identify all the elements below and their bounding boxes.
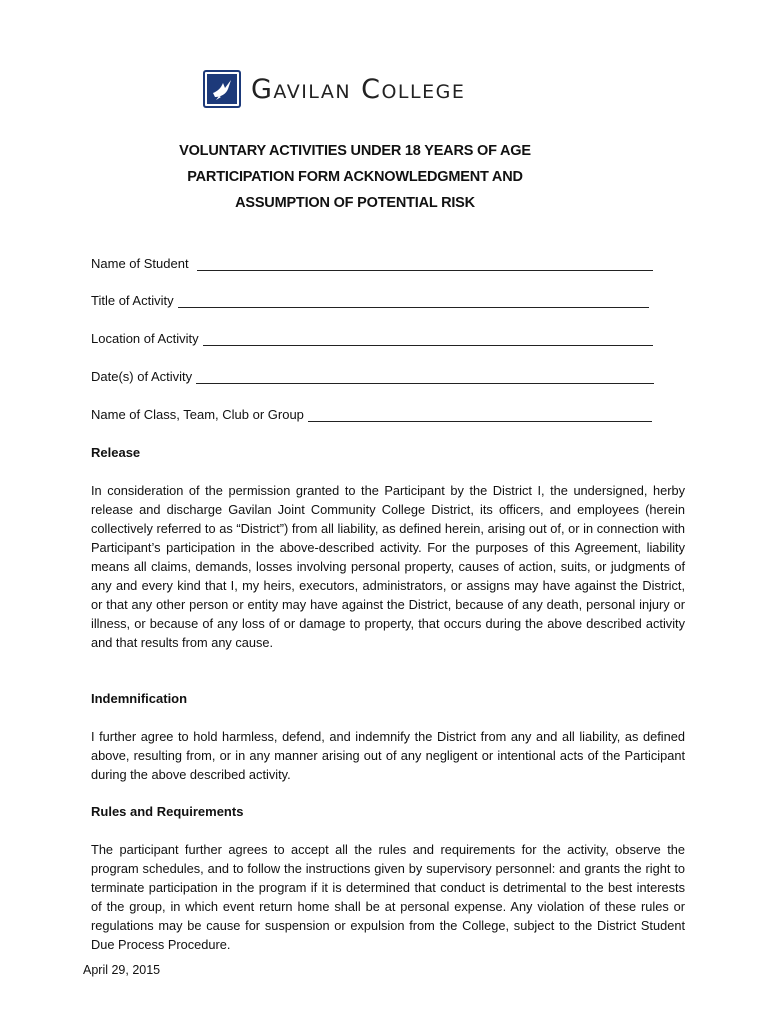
activity-dates-label: Date(s) of Activity <box>91 369 193 384</box>
footer-date: April 29, 2015 <box>83 963 161 977</box>
group-name-label: Name of Class, Team, Club or Group <box>91 407 304 422</box>
group-name-field <box>91 407 652 422</box>
release-heading: Release <box>91 445 141 460</box>
rules-heading: Rules and Requirements <box>91 804 244 819</box>
form-title-line-2: PARTICIPATION FORM ACKNOWLEDGMENT AND <box>187 169 523 185</box>
activity-location-line[interactable] <box>203 331 653 346</box>
indemnification-paragraph: I further agree to hold harmless, defend, and indemnify the District from any and all liability, as defined above, resulting from, or in any manner arising out of any negligent or intentional acts of the Participant during the above described activity. <box>91 729 685 782</box>
release-paragraph: In consideration of the permission granted to the Participant by the District I, the undersigned, herby release and discharge Gavilan Joint Community College District, its officers, and employees (herein collectively referred to as “District”) from all liability, as defined herein, arising out of, or in connection with Participant’s participation in the above-described activity. For the purposes of this Agreement, liability means all claims, demands, losses involving personal property, causes of action, suits, or judgments of any and every kind that I, my heirs, executors, administrators, or assigns may have against the District, or that any other person or entity may have against the District, because of any death, personal injury or illness, or because of any loss of or damage to property, that occurs during the above described activity and that results from any cause. <box>91 483 685 650</box>
student-name-line[interactable] <box>197 256 653 271</box>
college-name: Gavilan College <box>251 73 466 105</box>
activity-title-label: Title of Activity <box>91 293 174 308</box>
activity-dates-line[interactable] <box>196 369 654 384</box>
bird-logo-icon <box>203 70 241 108</box>
activity-location-field <box>91 331 653 346</box>
activity-location-label: Location of Activity <box>91 331 199 346</box>
form-title-line-3: ASSUMPTION OF POTENTIAL RISK <box>235 195 475 211</box>
college-logo <box>203 68 465 110</box>
activity-title-line[interactable] <box>178 293 649 308</box>
activity-dates-field <box>91 369 654 384</box>
rules-paragraph: The participant further agrees to accept all the rules and requirements for the activity, observe the program schedules, and to follow the instructions given by supervisory personnel: and grants the right to terminate participation in the program if it is determined that conduct is detrimental to the best interests of the group, in which event return home shall be at personal expense. Any violation of these rules or regulations may be cause for suspension or expulsion from the College, subject to the District Student Due Process Procedure. <box>91 842 685 952</box>
group-name-line[interactable] <box>308 407 652 422</box>
form-title-line-1: VOLUNTARY ACTIVITIES UNDER 18 YEARS OF AGE <box>179 143 531 159</box>
activity-title-field <box>91 293 649 308</box>
indemnification-heading: Indemnification <box>91 691 188 706</box>
student-name-label: Name of Student <box>91 256 189 271</box>
student-name-field <box>91 256 653 271</box>
